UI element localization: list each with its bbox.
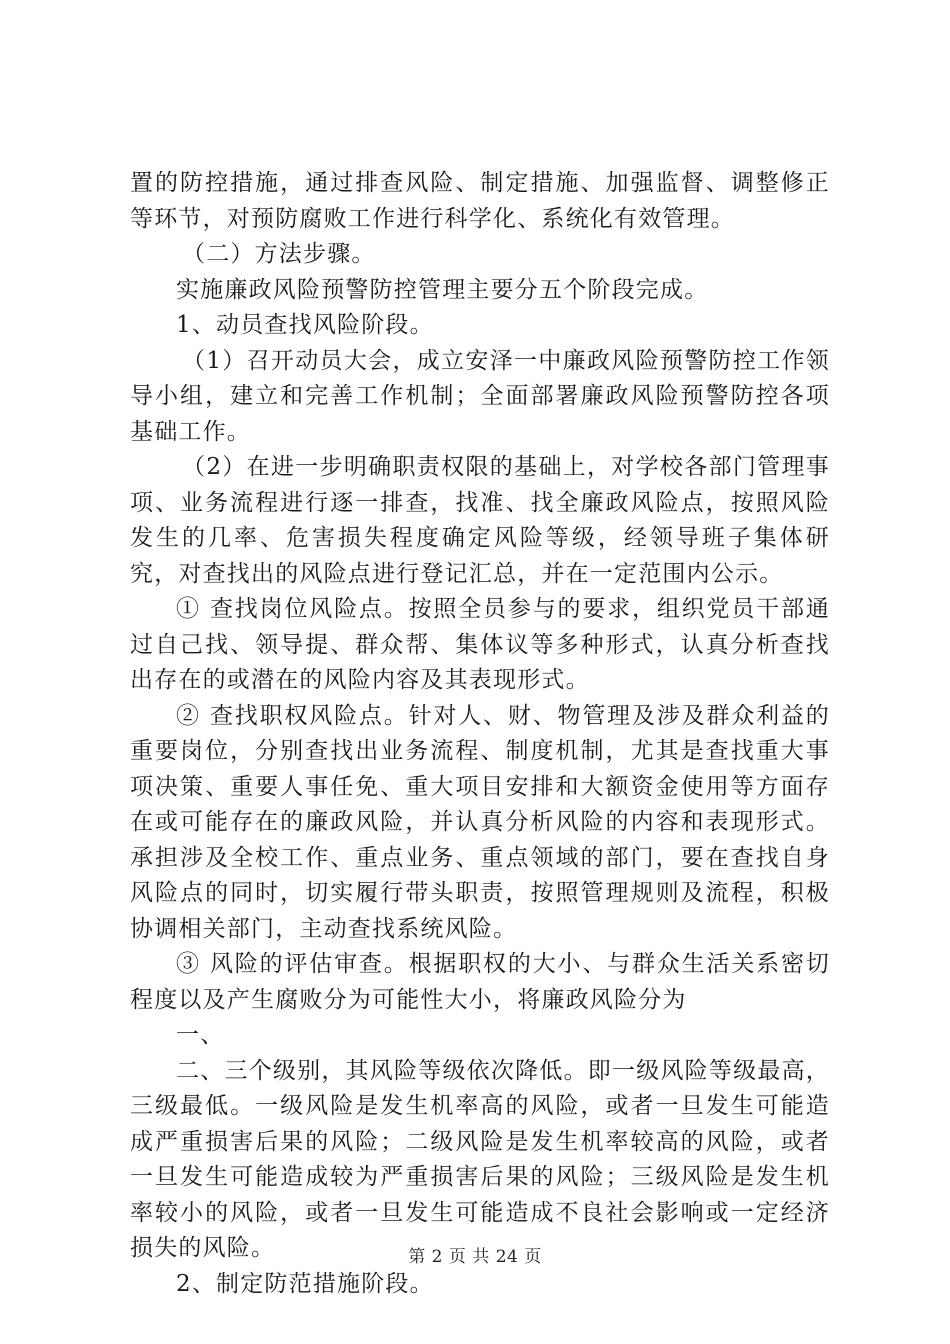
paragraph-levels: 二、三个级别，其风险等级依次降低。即一级风险等级最高，三级最低。一级风险是发生机率高的风险，或者一旦发生可能造成严重损害后果的风险；二级风险是发生机率较高的风险，或者一旦发生可能造成较为严重损害后果的风险；三级风险是发生机率较小的风险，或者一旦发生可能造成不良社会影响或一定经济损失的风险。: [130, 1057, 830, 1261]
document-body: [130, 166, 830, 1302]
stage-heading-2: 2、制定防范措施阶段。: [176, 1270, 434, 1297]
paragraph-continuation: 置的防控措施，通过排查风险、制定措施、加强监督、调整修正等环节，对预防腐败工作进行科学化、系统化有效管理。: [130, 170, 830, 232]
paragraph-circled-2: ② 查找职权风险点。针对人、财、物管理及涉及群众利益的重要岗位，分别查找出业务流程、制度机制，尤其是查找重大事项决策、重要人事任免、重大项目安排和大额资金使用等方面存在或可能存在的廉政风险，并认真分析风险的内容和表现形式。承担涉及全校工作、重点业务、重点领域的部门，要在查找自身风险点的同时，切实履行带头职责，按照管理规则及流程，积极协调相关部门，主动查找系统风险。: [130, 702, 830, 942]
paragraph-item-2: （2）在进一步明确职责权限的基础上，对学校各部门管理事项、业务流程进行逐一排查，找准、找全廉政风险点，按照风险发生的几率、危害损失程度确定风险等级，经领导班子集体研究，对查找出的风险点进行登记汇总，并在一定范围内公示。: [130, 454, 830, 587]
paragraph-circled-3: ③ 风险的评估审查。根据职权的大小、与群众生活关系密切程度以及产生腐败分为可能性大小，将廉政风险分为: [130, 951, 830, 1013]
section-heading-methods: （二）方法步骤。: [182, 241, 376, 267]
stage-heading-1: 1、动员查找风险阶段。: [176, 312, 434, 338]
paragraph-circled-1: ① 查找岗位风险点。按照全员参与的要求，组织党员干部通过自己找、领导提、群众帮、集体议等多种形式，认真分析查找出存在的或潜在的风险内容及其表现形式。: [130, 596, 830, 693]
paragraph-intro: 实施廉政风险预警防控管理主要分五个阶段完成。: [176, 276, 709, 303]
paragraph-item-1: （1）召开动员大会，成立安泽一中廉政风险预警防控工作领导小组，建立和完善工作机制；全面部署廉政风险预警防控各项基础工作。: [130, 347, 830, 445]
paragraph-level-one: 一、: [176, 1022, 225, 1048]
page-number-footer: 第 2 页 共 24 页: [408, 1247, 542, 1267]
